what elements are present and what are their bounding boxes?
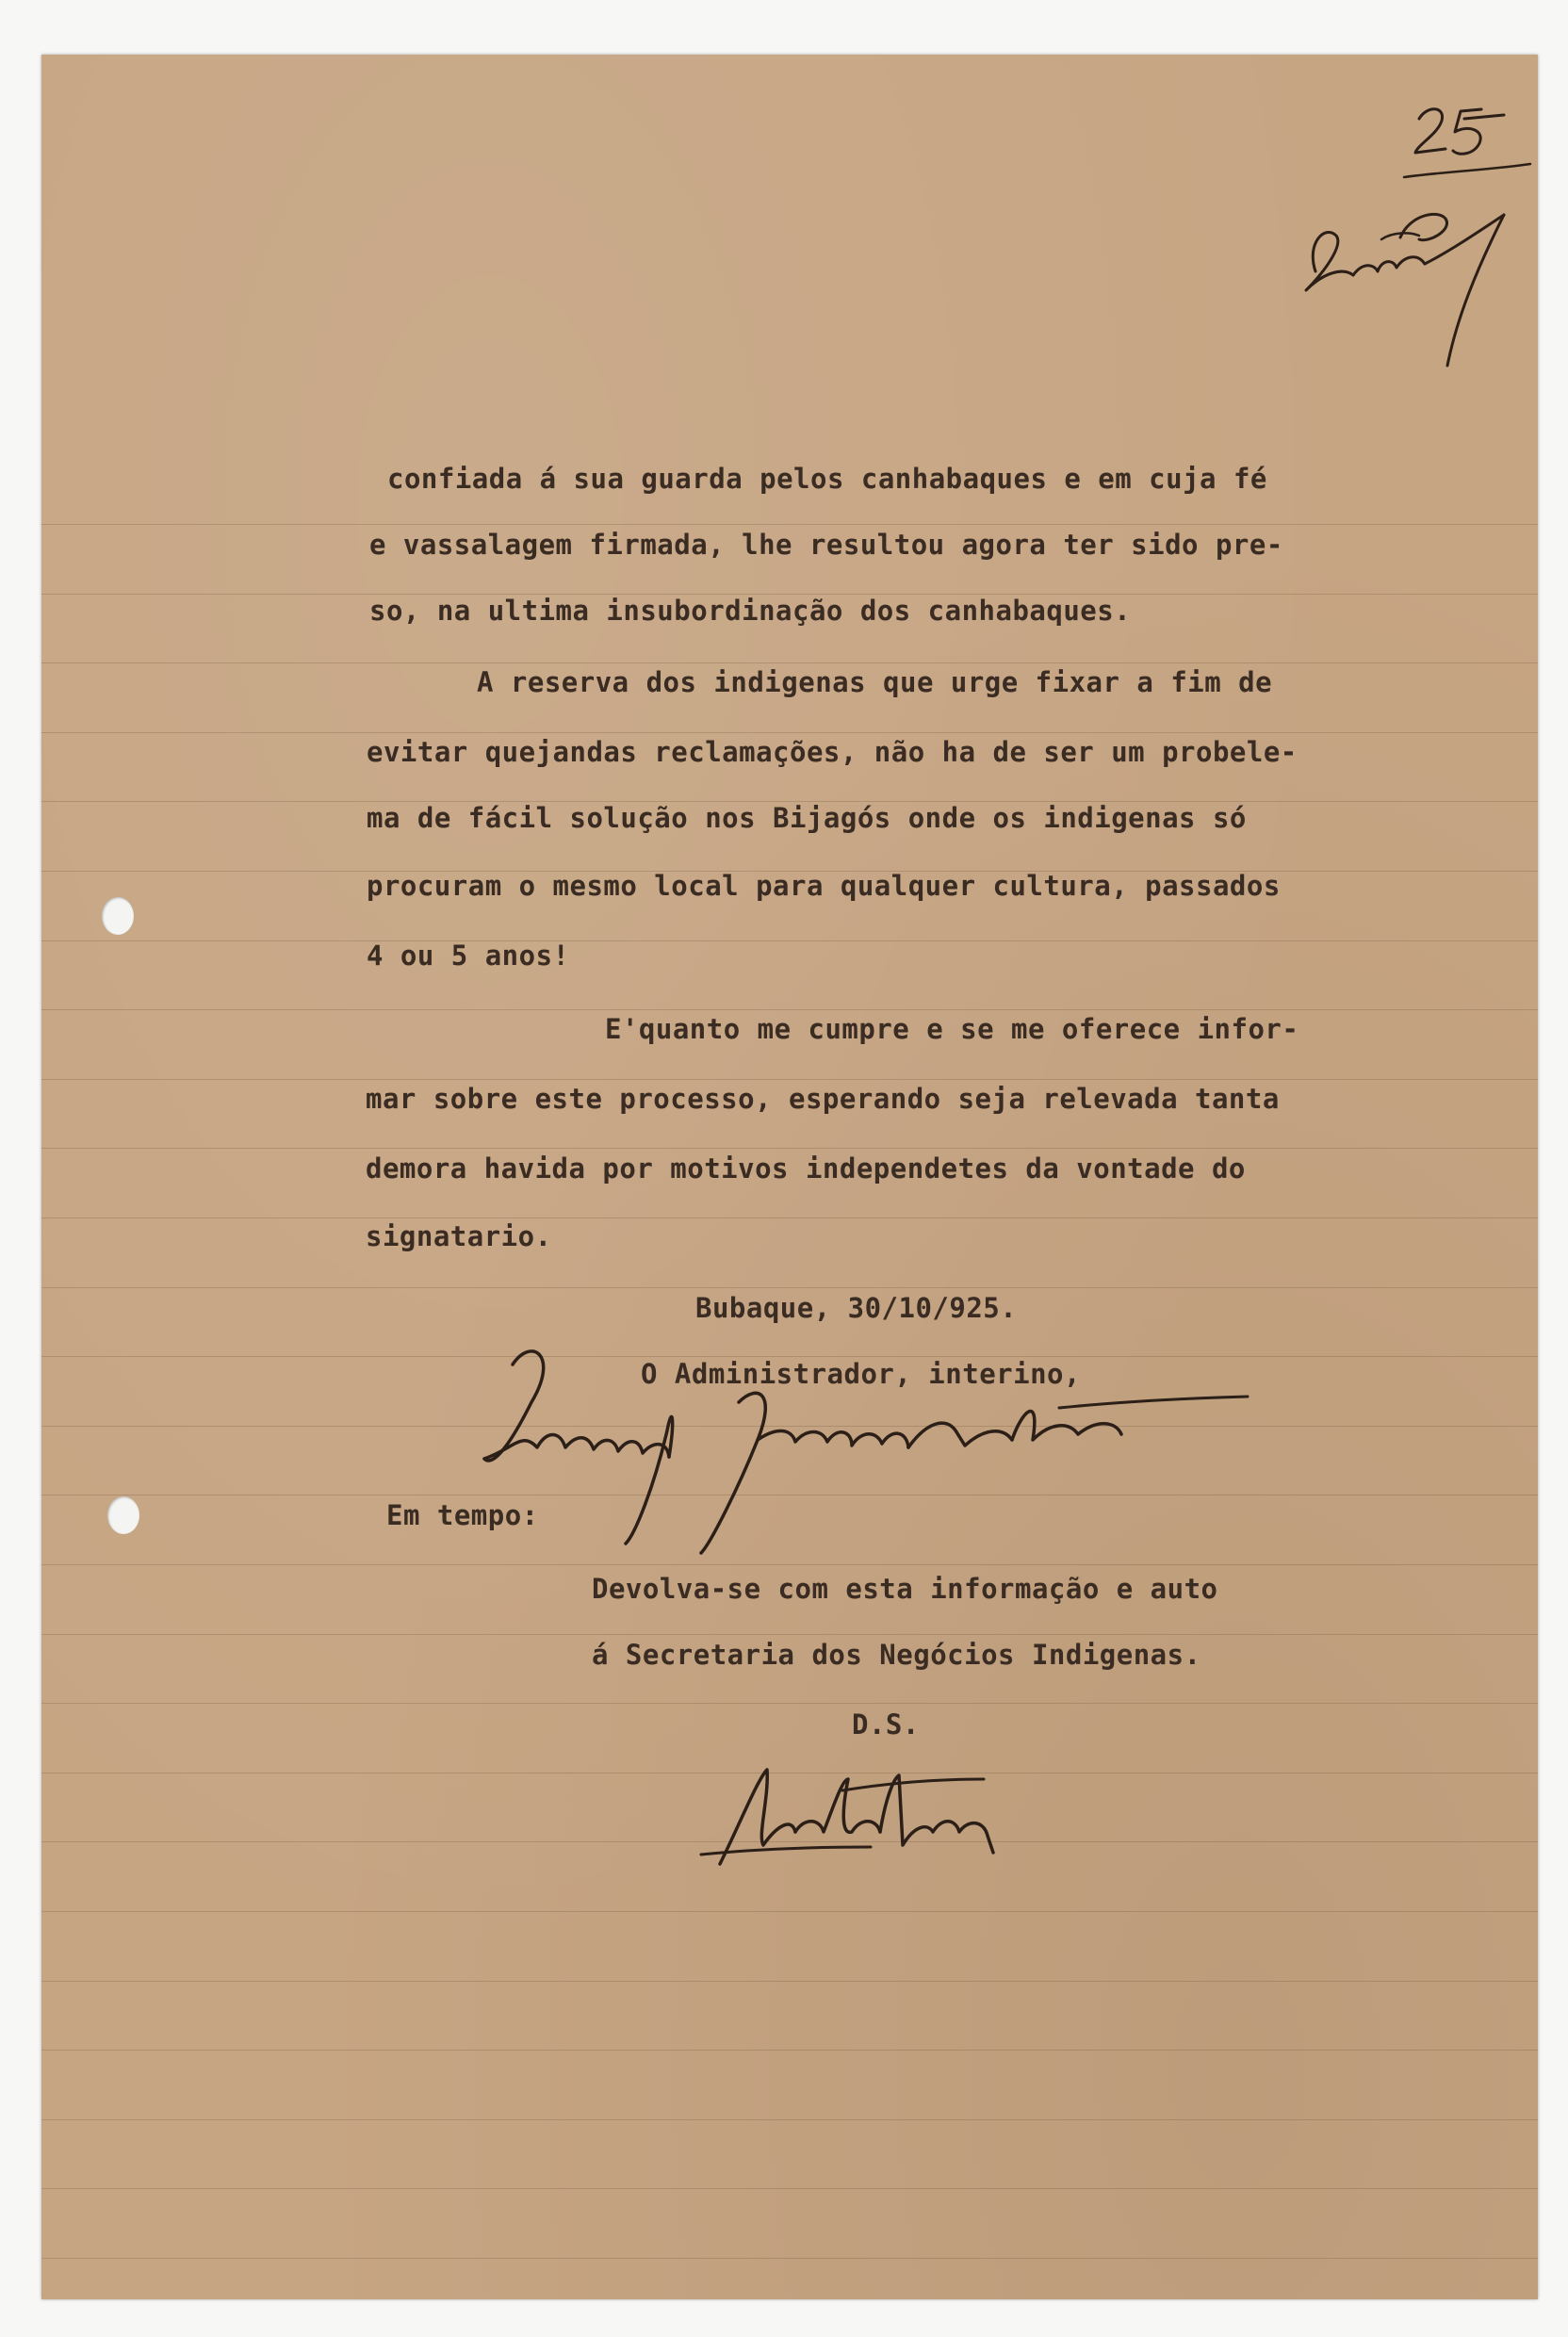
body-line-12: signatario. xyxy=(366,1220,552,1252)
dispatch-signature xyxy=(701,1741,1078,1883)
dispatch-initials: D.S. xyxy=(852,1708,920,1740)
ruled-line xyxy=(41,1287,1538,1288)
ruled-line xyxy=(41,1148,1538,1149)
handwritten-page-number xyxy=(1398,83,1538,187)
ruled-line xyxy=(41,732,1538,733)
ruled-line xyxy=(41,524,1538,525)
punch-hole-top xyxy=(102,897,134,935)
signatory-title: O Administrador, interino, xyxy=(641,1358,1081,1390)
body-line-4: A reserva dos indigenas que urge fixar a fim de xyxy=(477,666,1273,698)
ruled-line xyxy=(41,1911,1538,1912)
body-line-9: E'quanto me cumpre e se me oferece infor- xyxy=(605,1013,1299,1045)
document-page xyxy=(41,55,1538,2299)
ruled-line xyxy=(41,2050,1538,2051)
body-line-2: e vassalagem firmada, lhe resultou agora ter sido pre- xyxy=(369,529,1283,561)
body-line-1: confiada á sua guarda pelos canhabaques e em cuja fé xyxy=(387,463,1267,495)
body-line-6: ma de fácil solução nos Bijagós onde os indigenas só xyxy=(367,802,1247,834)
ruled-line xyxy=(41,1564,1538,1565)
place-date: Bubaque, 30/10/925. xyxy=(695,1292,1018,1324)
punch-hole-bottom xyxy=(107,1496,139,1534)
ruled-line xyxy=(41,1634,1538,1635)
body-line-8: 4 ou 5 anos! xyxy=(367,940,570,972)
ruled-line xyxy=(41,662,1538,663)
em-tempo-label: Em tempo: xyxy=(386,1499,539,1531)
ruled-line xyxy=(41,940,1538,941)
body-line-11: demora havida por motivos independetes da vontade do xyxy=(366,1152,1246,1185)
ruled-line xyxy=(41,2258,1538,2259)
handwritten-initials-top xyxy=(1287,177,1538,375)
ruled-line xyxy=(41,1009,1538,1010)
dispatch-line-2: á Secretaria dos Negócios Indigenas. xyxy=(592,1639,1201,1671)
ruled-line xyxy=(41,1079,1538,1080)
administrator-signature xyxy=(456,1317,1285,1562)
ruled-line xyxy=(41,1981,1538,1982)
ruled-line xyxy=(41,2119,1538,2120)
dispatch-line-1: Devolva-se com esta informação e auto xyxy=(592,1573,1218,1605)
body-line-5: evitar quejandas reclamações, não ha de ser um probele- xyxy=(367,736,1298,768)
body-line-10: mar sobre este processo, esperando seja relevada tanta xyxy=(366,1083,1280,1115)
body-line-7: procuram o mesmo local para qualquer cultura, passados xyxy=(367,870,1281,902)
body-line-3: so, na ultima insubordinação dos canhabaques. xyxy=(369,595,1132,627)
ruled-line xyxy=(41,1703,1538,1704)
ruled-line xyxy=(41,2188,1538,2189)
